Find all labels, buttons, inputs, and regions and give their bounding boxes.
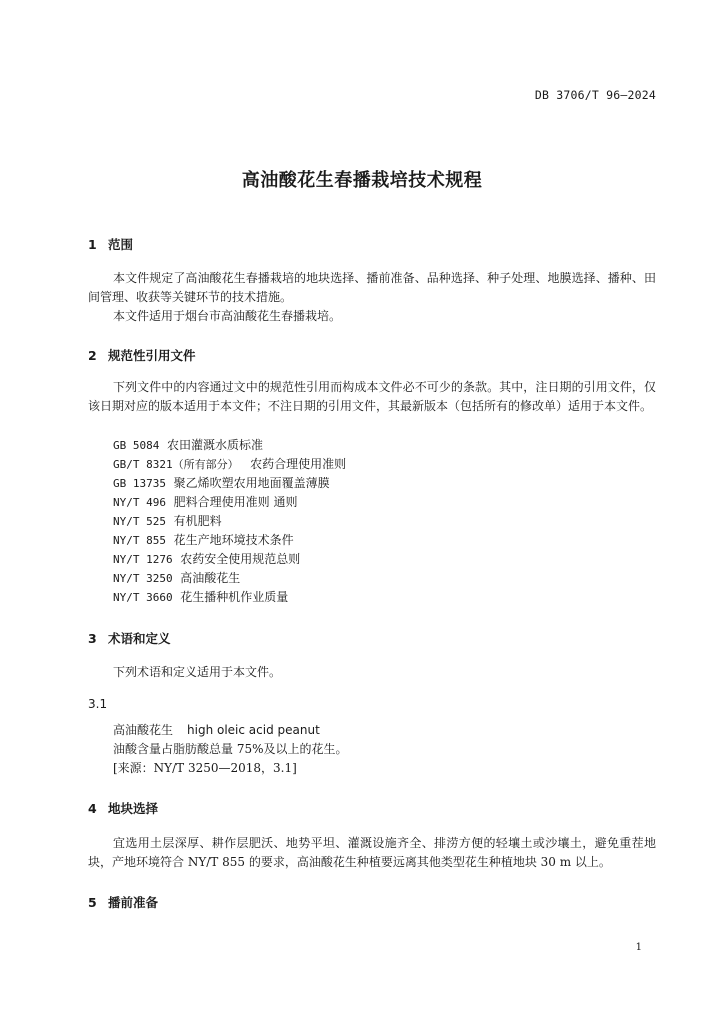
section-number: 1 (88, 237, 97, 252)
section-3-intro: 下列术语和定义适用于本文件。 (113, 665, 282, 679)
document-code: DB 3706/T 96—2024 (534, 88, 656, 102)
reference-code: NY/T 1276 (113, 553, 173, 566)
term-number: 3.1 (88, 697, 108, 711)
term-source: [来源：NY/T 3250—2018，3.1] (113, 761, 297, 775)
reference-item (113, 569, 240, 588)
page-number: 1 (635, 942, 642, 953)
reference-title: 肥料合理使用准则 通则 (173, 495, 298, 509)
section-number: 4 (88, 801, 97, 816)
reference-item (113, 455, 346, 474)
section-1-para-2: 本文件适用于烟台市高油酸花生春播栽培。 (113, 309, 342, 323)
reference-title: 有机肥料 (173, 514, 222, 528)
reference-title: 农药合理使用准则 (250, 457, 347, 471)
reference-item (113, 493, 297, 512)
document-title: 高油酸花生春播栽培技术规程 (241, 170, 483, 191)
reference-title: 农田灌溉水质标准 (167, 438, 264, 452)
term-heading (113, 721, 320, 740)
section-2-heading (88, 346, 196, 364)
reference-title: 花生产地环境技术条件 (173, 533, 294, 547)
reference-item (113, 550, 300, 569)
section-4-para: 宜选用土层深厚、耕作层肥沃、地势平坦、灌溉设施齐全、排涝方便的轻壤土或沙壤土，避免重茬地块，产地环境符合 NY/T 855 的要求，高油酸花生种植要远离其他类型花生种植地块 30 m 以上。 (88, 836, 656, 869)
section-3-heading (88, 629, 171, 647)
section-4-heading (88, 799, 158, 817)
term-chinese: 高油酸花生 (113, 723, 174, 737)
section-2-intro: 下列文件中的内容通过文中的规范性引用而构成本文件必不可少的条款。其中，注日期的引用文件，仅该日期对应的版本适用于本文件；不注日期的引用文件，其最新版本（包括所有的修改单）适用于本文件。 (88, 380, 656, 413)
section-1-para-1: 本文件规定了高油酸花生春播栽培的地块选择、播前准备、品种选择、种子处理、地膜选择、播种、田间管理、收获等关键环节的技术措施。 (88, 271, 656, 304)
reference-item (113, 436, 263, 455)
reference-title: 高油酸花生 (180, 571, 241, 585)
reference-code: NY/T 855 (113, 534, 166, 547)
reference-item (113, 474, 330, 493)
section-number: 2 (88, 348, 97, 363)
reference-code: GB 13735 (113, 477, 166, 490)
reference-title: 农药安全使用规范总则 (180, 552, 301, 566)
section-title: 范围 (108, 237, 134, 252)
reference-item (113, 531, 294, 550)
section-title: 地块选择 (108, 801, 159, 816)
section-title: 规范性引用文件 (108, 348, 196, 363)
section-title: 术语和定义 (108, 631, 171, 646)
section-title: 播前准备 (108, 895, 159, 910)
reference-code: NY/T 3250 (113, 572, 173, 585)
reference-code: NY/T 3660 (113, 591, 173, 604)
section-number: 5 (88, 895, 97, 910)
section-1-heading (88, 235, 133, 253)
reference-code: NY/T 525 (113, 515, 166, 528)
term-definition: 油酸含量占脂肪酸总量 75%及以上的花生。 (113, 742, 348, 756)
reference-code: GB 5084 (113, 439, 160, 452)
reference-title: 花生播种机作业质量 (180, 590, 289, 604)
reference-code: GB/T 8321（所有部分） (113, 458, 239, 471)
reference-code: NY/T 496 (113, 496, 166, 509)
section-number: 3 (88, 631, 97, 646)
reference-item (113, 588, 288, 607)
section-5-heading (88, 893, 158, 911)
reference-title: 聚乙烯吹塑农用地面覆盖薄膜 (173, 476, 330, 490)
reference-item (113, 512, 222, 531)
term-english: high oleic acid peanut (187, 723, 320, 737)
